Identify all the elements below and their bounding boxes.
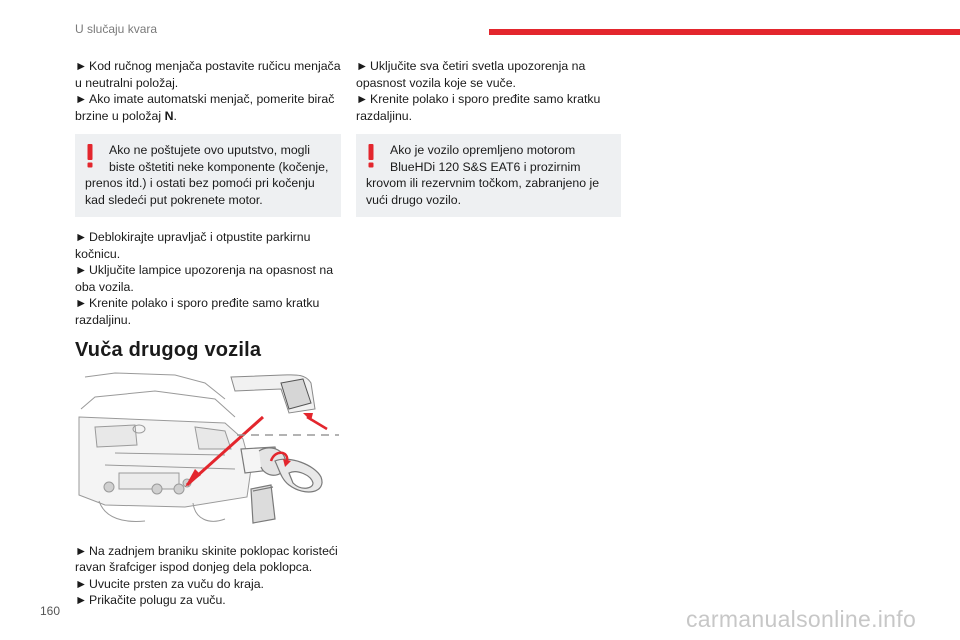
left-column [75, 58, 341, 609]
bullet-arrow-icon: ► [75, 92, 88, 106]
step-text: Uključite lampice upozorenja na opasnost na oba vozila. [75, 263, 334, 294]
bullet-arrow-icon: ► [75, 593, 88, 607]
bullet-arrow-icon: ► [75, 576, 88, 591]
step-text: Krenite polako i sporo pređite samo kratku razdaljinu. [356, 92, 601, 123]
right-column [356, 58, 621, 229]
section-heading: Vuča drugog vozila [75, 339, 262, 361]
step-drive-slowly-2 [356, 91, 621, 124]
step-text: Ako imate automatski menjač, pomerite birač brzine u položaj [75, 92, 335, 123]
warning-note [75, 134, 341, 217]
warning-rest: krovom ili rezervnim točkom, zabranjeno je vući drugo vozilo. [366, 176, 600, 207]
bullet-arrow-icon: ► [75, 296, 88, 310]
step-automatic-gearbox: ► Ako imate automatski menjač, pomerite birač brzine u položaj N. [75, 92, 335, 123]
step-hazard-lights [75, 262, 341, 295]
gear-position: N [164, 108, 174, 123]
bullet-arrow-icon: ► [356, 59, 369, 73]
step-attach-bar [75, 592, 341, 609]
step-unlock-steering [75, 229, 341, 262]
warning-line-1: Ako je vozilo opremljeno motorom [390, 143, 576, 157]
header-accent-bar [489, 29, 960, 35]
warning-note [356, 134, 621, 217]
step-insert-ring [75, 576, 341, 593]
step-text: Deblokirajte upravljač i otpustite parkirnu kočnicu. [75, 230, 311, 261]
step-text: Kod ručnog menjača postavite ručicu menjača u neutralni položaj. [75, 59, 341, 90]
warning-line-1: Ako ne poštujete ovo uputstvo, mogli [109, 143, 310, 157]
warning-line-2: BlueHDi 120 S&S EAT6 i prozirnim [390, 159, 581, 174]
bullet-arrow-icon: ► [356, 92, 369, 106]
step-drive-slowly [75, 295, 341, 328]
bullet-arrow-icon: ► [75, 543, 88, 558]
warning-line-2: biste oštetiti neke komponente (kočenje, [109, 159, 329, 174]
step-text: Na zadnjem braniku skinite poklopac koristeći ravan šrafciger ispod donjeg dela poklopca. [75, 543, 338, 574]
step-text: Prikačite polugu za vuču. [89, 593, 226, 607]
warning-exclamation-icon [85, 144, 95, 168]
step-remove-cover [75, 543, 341, 576]
step-towed-hazard-lights [356, 58, 621, 91]
step-text: Krenite polako i sporo pređite samo kratku razdaljinu. [75, 296, 320, 327]
watermark: carmanualsonline.info [686, 606, 917, 632]
warning-exclamation-icon [366, 144, 376, 168]
towing-eye-illustration [75, 369, 341, 531]
step-manual-gearbox [75, 58, 341, 91]
section-title: U slučaju kvara [75, 22, 158, 36]
warning-rest: prenos itd.) i ostati bez pomoći pri kočenju kad sledeći put pokrenete motor. [85, 176, 315, 207]
step-text: Uvucite prsten za vuču do kraja. [89, 576, 264, 591]
bullet-arrow-icon: ► [75, 263, 88, 277]
step-text: Uključite sva četiri svetla upozorenja na opasnost vozila koje se vuče. [356, 59, 586, 90]
bullet-arrow-icon: ► [75, 59, 88, 73]
page-number: 160 [40, 604, 61, 618]
bullet-arrow-icon: ► [75, 230, 88, 244]
